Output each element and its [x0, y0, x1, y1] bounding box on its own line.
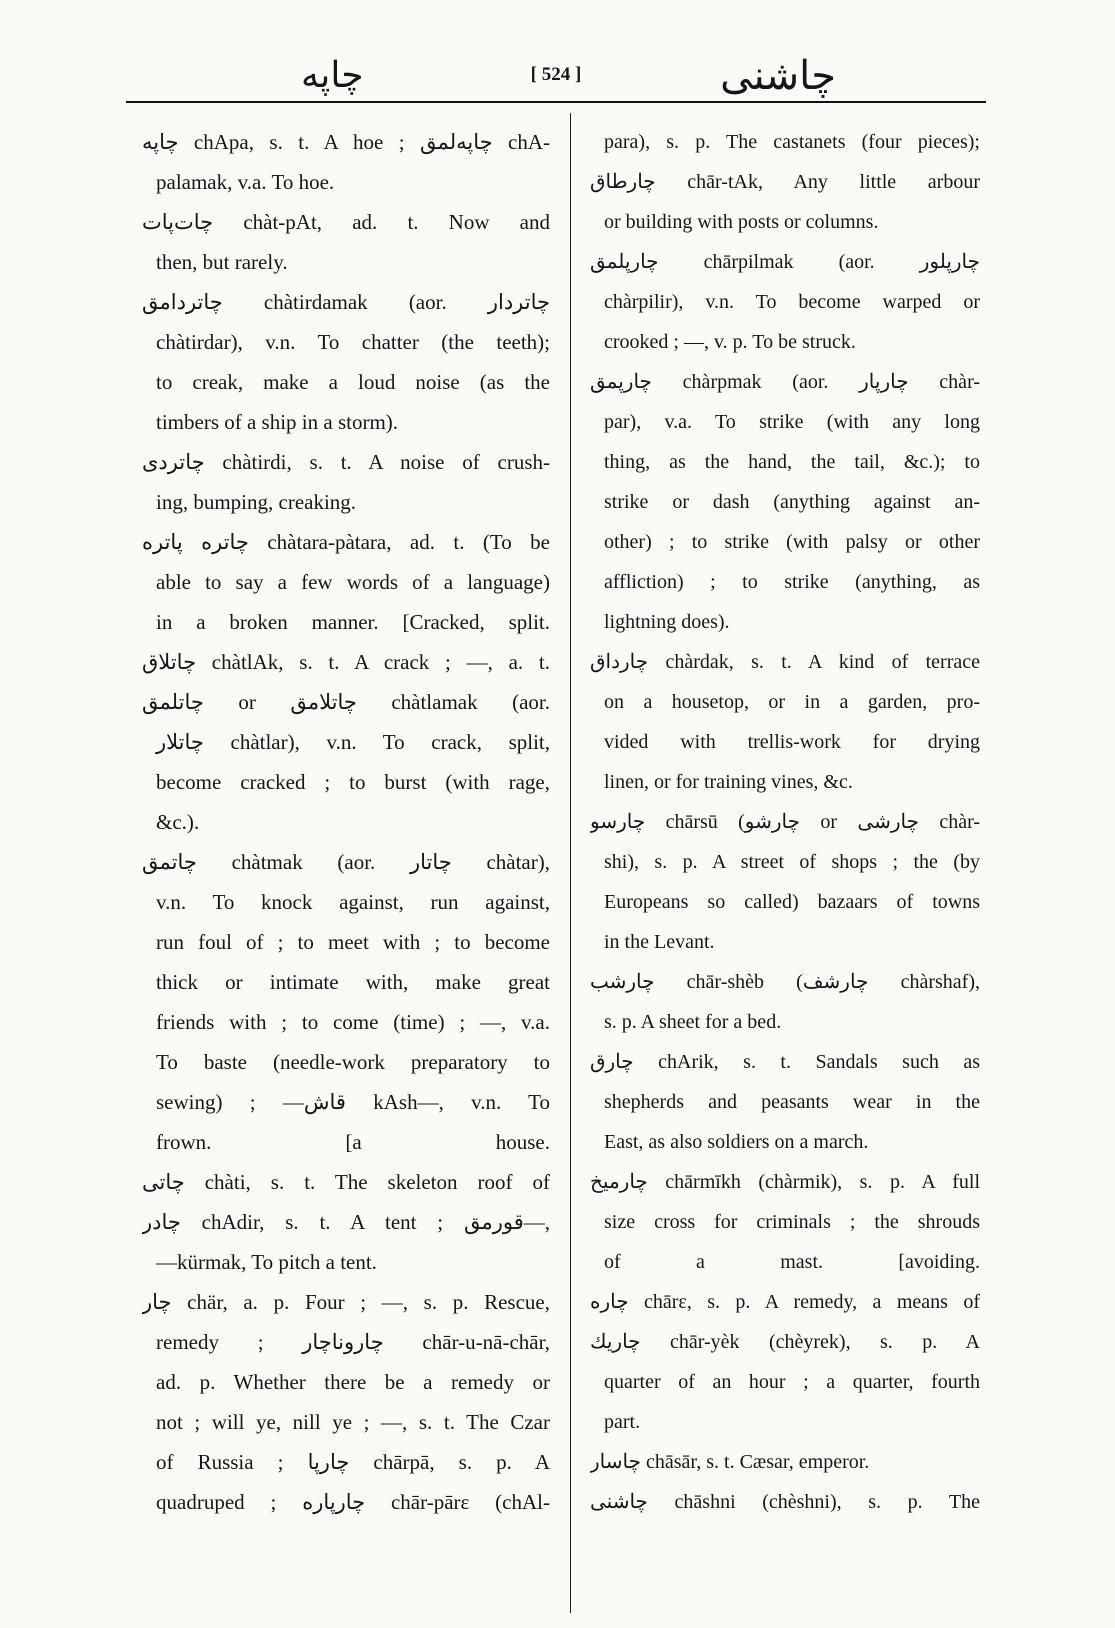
text-line: چاتردی chàtirdi, s. t. A noise of crush-: [142, 450, 550, 474]
text-line: able to say a few words of a language): [156, 570, 550, 594]
text-line: or building with posts or columns.: [604, 211, 879, 233]
text-line: then, but rarely.: [156, 250, 288, 274]
text-line: timbers of a ship in a storm).: [156, 410, 399, 434]
text-line: linen, or for training vines, &c.: [604, 771, 853, 793]
text-line: چاتمق chàtmak (aor. چاتار chàtar),: [142, 850, 550, 874]
header-rule: [126, 101, 986, 103]
text-line: lightning does).: [604, 611, 730, 633]
text-line: چاره chārɛ, s. p. A remedy, a means of: [590, 1291, 980, 1313]
left-headword: چاپه: [301, 55, 364, 95]
text-line: quarter of an hour ; a quarter, fourth: [604, 1371, 980, 1393]
text-line: in the Levant.: [604, 931, 715, 953]
text-line: East, as also soldiers on a march.: [604, 1131, 869, 1153]
text-line: shi), s. p. A street of shops ; the (by: [604, 851, 980, 873]
text-line: چادر chAdir, s. t. A tent ; قورمق—,: [142, 1210, 550, 1234]
text-line: چاریك chār-yèk (chèyrek), s. p. A: [590, 1331, 980, 1353]
text-line: چارسو chārsū (چارشو or چارشی chàr-: [590, 811, 980, 833]
text-line: part.: [604, 1411, 641, 1433]
text-line: size cross for criminals ; the shrouds: [604, 1211, 980, 1233]
text-line: چاتره پاتره chàtara-pàtara, ad. t. (To be: [142, 530, 550, 554]
text-line: not ; will ye, nill ye ; —, s. t. The Czar: [156, 1410, 550, 1434]
text-line: چاتردامق chàtirdamak (aor. چاتردار: [142, 290, 550, 314]
text-line: چارشب chār-shèb (چارشف chàrshaf),: [590, 971, 980, 993]
text-line: چاتلار chàtlar), v.n. To crack, split,: [156, 730, 550, 754]
left-column: [142, 122, 550, 1522]
right-column: [590, 122, 980, 1522]
text-line: Europeans so called) bazaars of towns: [604, 891, 980, 913]
text-line: —kürmak, To pitch a tent.: [156, 1250, 377, 1274]
text-line: on a housetop, or in a garden, pro-: [604, 691, 980, 713]
text-line: para), s. p. The castanets (four pieces);: [604, 131, 980, 153]
page-number: [ 524 ]: [530, 64, 582, 85]
text-line: To baste (needle-work preparatory to: [156, 1050, 550, 1074]
text-line: become cracked ; to burst (with rage,: [156, 770, 550, 794]
text-line: چارداق chàrdak, s. t. A kind of terrace: [590, 651, 980, 673]
text-line: frown. [a house.: [156, 1130, 550, 1154]
text-line: چاشنی chāshni (chèshni), s. p. The: [590, 1491, 980, 1513]
text-line: crooked ; —, v. p. To be struck.: [604, 331, 856, 353]
text-line: palamak, v.a. To hoe.: [156, 170, 335, 194]
text-line: thing, as the hand, the tail, &c.); to: [604, 451, 980, 473]
text-line: چات‌پات chàt-pAt, ad. t. Now and: [142, 210, 550, 234]
text-line: chàtirdar), v.n. To chatter (the teeth);: [156, 330, 550, 354]
text-line: chàrpilir), v.n. To become warped or: [604, 291, 980, 313]
text-line: چارپمق chàrpmak (aor. چارپار chàr-: [590, 371, 980, 393]
text-line: shepherds and peasants wear in the: [604, 1091, 980, 1113]
text-line: friends with ; to come (time) ; —, v.a.: [156, 1010, 550, 1034]
column-divider: [570, 113, 571, 1613]
text-line: affliction) ; to strike (anything, as: [604, 571, 980, 593]
text-line: چاتی chàti, s. t. The skeleton roof of: [142, 1170, 550, 1194]
text-line: ing, bumping, creaking.: [156, 490, 357, 514]
text-line: of Russia ; چارپا chārpā, s. p. A: [156, 1450, 550, 1474]
text-line: of a mast. [avoiding.: [604, 1251, 980, 1273]
text-line: چارمیخ chārmīkh (chàrmik), s. p. A full: [590, 1171, 980, 1193]
text-line: sewing) ; —قاش kAsh—, v.n. To: [156, 1090, 550, 1114]
text-line: par), v.a. To strike (with any long: [604, 411, 980, 433]
text-line: other) ; to strike (with palsy or other: [604, 531, 980, 553]
text-line: چارپلمق chārpilmak (aor. چارپلور: [590, 251, 980, 273]
text-line: in a broken manner. [Cracked, split.: [156, 610, 550, 634]
text-line: to creak, make a loud noise (as the: [156, 370, 550, 394]
text-line: thick or intimate with, make great: [156, 970, 550, 994]
text-line: ad. p. Whether there be a remedy or: [156, 1370, 550, 1394]
text-line: چاتلاق chàtlAk, s. t. A crack ; —, a. t.: [142, 650, 550, 674]
text-line: چاپه chApa, s. t. A hoe ; چاپه‌لمق chA-: [142, 130, 550, 154]
right-headword: چاشنی: [720, 53, 836, 98]
text-line: v.n. To knock against, run against,: [156, 890, 550, 914]
text-line: چارطاق chār-tAk, Any little arbour: [590, 171, 980, 193]
text-line: remedy ; چاروناچار chār-u-nā-chār,: [156, 1330, 550, 1354]
text-line: s. p. A sheet for a bed.: [604, 1011, 782, 1033]
text-line: &c.).: [156, 810, 200, 834]
text-line: چاتلمق or چاتلامق chàtlamak (aor.: [142, 690, 550, 714]
text-line: چار chär, a. p. Four ; —, s. p. Rescue,: [142, 1290, 550, 1314]
text-line: vided with trellis-work for drying: [604, 731, 980, 753]
text-line: quadruped ; چارپاره chār-pārɛ (chAl-: [156, 1490, 550, 1514]
text-line: strike or dash (anything against an-: [604, 491, 980, 513]
page-header: [126, 52, 986, 102]
text-line: چارق chArik, s. t. Sandals such as: [590, 1051, 980, 1073]
text-line: چاسار chāsār, s. t. Cæsar, emperor.: [590, 1451, 870, 1473]
text-line: run foul of ; to meet with ; to become: [156, 930, 550, 954]
